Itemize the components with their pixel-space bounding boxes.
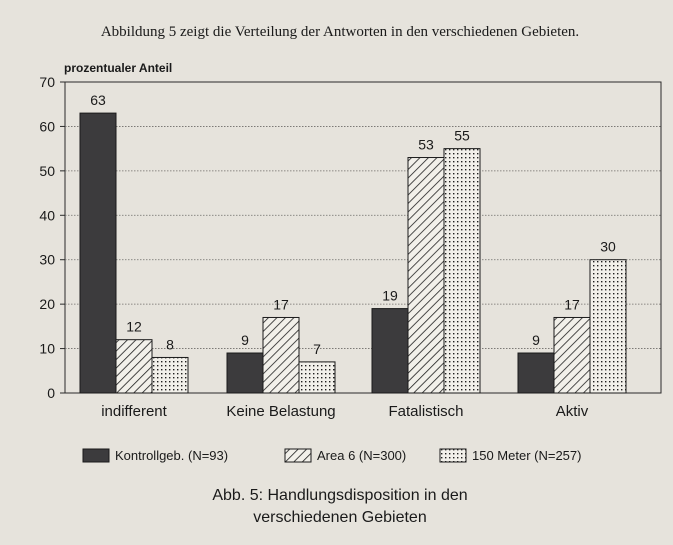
bar-keine-belastung-series-0 bbox=[227, 353, 263, 393]
data-label: 8 bbox=[166, 336, 174, 353]
bar-fatalistisch-series-1 bbox=[408, 158, 444, 393]
data-label: 17 bbox=[564, 296, 580, 313]
x-category-label: indifferent bbox=[101, 403, 167, 420]
bars bbox=[80, 113, 626, 393]
x-axis-labels bbox=[101, 403, 589, 420]
y-tick-label: 40 bbox=[39, 207, 55, 224]
bar-aktiv-series-0 bbox=[518, 353, 554, 393]
bar-fatalistisch-series-2 bbox=[444, 149, 480, 393]
page-heading: Abbildung 5 zeigt die Verteilung der Antworten in den verschiedenen Gebieten. bbox=[100, 24, 580, 40]
bar-keine-belastung-series-1 bbox=[263, 317, 299, 393]
y-tick-label: 0 bbox=[47, 385, 55, 401]
y-tick-label: 60 bbox=[39, 118, 55, 135]
y-tick-label: 30 bbox=[39, 251, 55, 268]
legend-label: Kontrollgeb. (N=93) bbox=[115, 448, 229, 463]
y-tick-label: 50 bbox=[39, 162, 55, 179]
bar-keine-belastung-series-2 bbox=[299, 362, 335, 393]
legend-swatch bbox=[83, 449, 109, 462]
y-axis-ticks bbox=[39, 74, 65, 401]
data-label: 7 bbox=[313, 340, 321, 357]
caption-line-1: Abb. 5: Handlungsdisposition in den bbox=[212, 487, 468, 504]
x-category-label: Aktiv bbox=[555, 403, 589, 420]
y-tick-label: 10 bbox=[39, 340, 55, 357]
legend-label: 150 Meter (N=257) bbox=[472, 448, 582, 463]
y-axis-label: prozentualer Anteil bbox=[64, 61, 173, 75]
data-label: 9 bbox=[241, 332, 249, 349]
data-label: 53 bbox=[418, 136, 434, 153]
data-labels bbox=[90, 92, 616, 357]
data-label: 17 bbox=[273, 296, 289, 313]
bar-aktiv-series-1 bbox=[554, 317, 590, 393]
data-label: 55 bbox=[454, 127, 470, 144]
x-category-label: Keine Belastung bbox=[226, 403, 336, 420]
legend bbox=[83, 448, 581, 463]
y-tick-label: 70 bbox=[39, 74, 55, 90]
data-label: 63 bbox=[90, 92, 106, 109]
legend-swatch bbox=[285, 449, 311, 462]
data-label: 9 bbox=[532, 332, 540, 349]
bar-fatalistisch-series-0 bbox=[372, 309, 408, 393]
caption-line-2: verschiedenen Gebieten bbox=[253, 509, 427, 526]
legend-swatch bbox=[440, 449, 466, 462]
data-label: 30 bbox=[600, 238, 616, 255]
y-tick-label: 20 bbox=[39, 296, 55, 313]
data-label: 12 bbox=[126, 318, 142, 335]
bar-indifferent-series-0 bbox=[80, 113, 116, 393]
bar-indifferent-series-1 bbox=[116, 340, 152, 393]
data-label: 19 bbox=[382, 287, 398, 304]
legend-label: Area 6 (N=300) bbox=[317, 448, 407, 463]
x-category-label: Fatalistisch bbox=[388, 403, 464, 420]
bar-indifferent-series-2 bbox=[152, 357, 188, 393]
gridlines bbox=[65, 126, 661, 348]
bar-aktiv-series-2 bbox=[590, 260, 626, 393]
